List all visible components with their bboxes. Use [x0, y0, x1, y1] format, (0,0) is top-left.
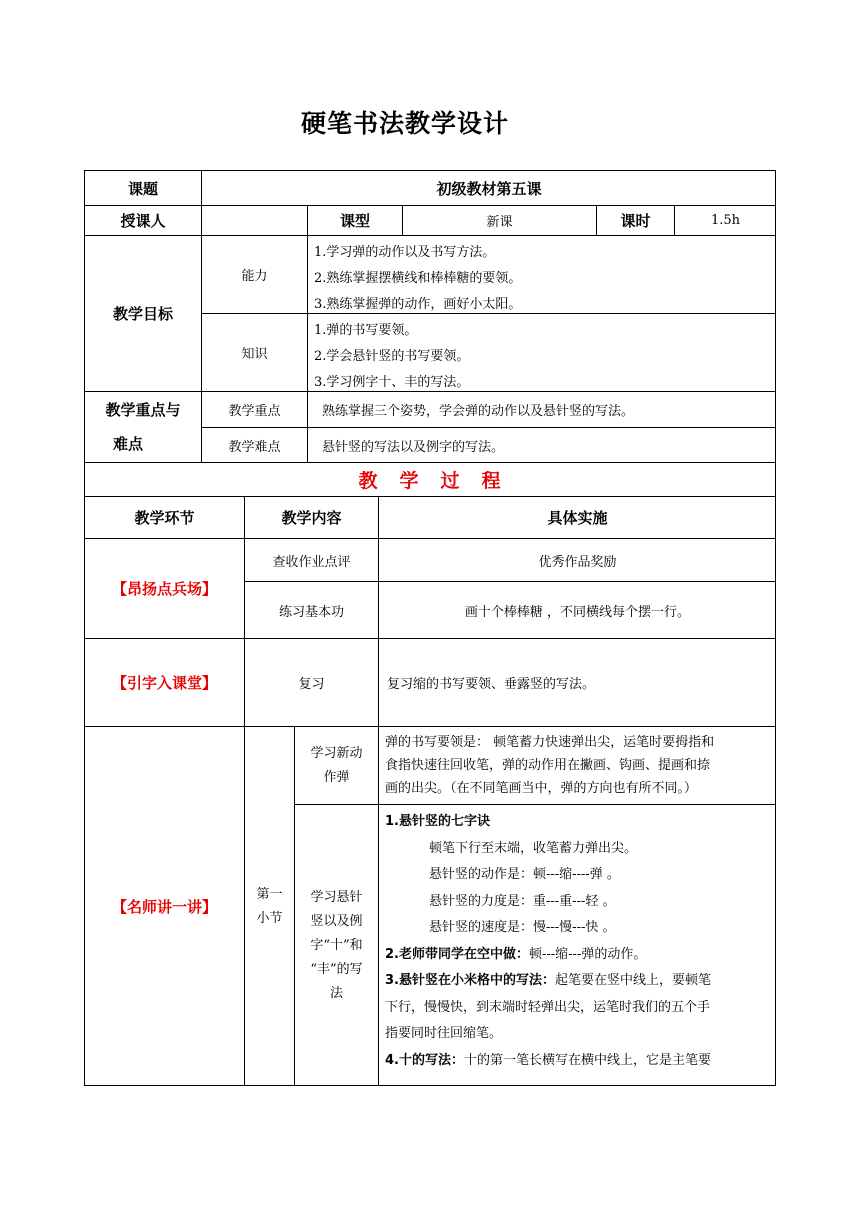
- key-points-label: [84, 391, 201, 462]
- item4-text: 十的第一笔长横写在横中线上，它是主笔要: [463, 1052, 711, 1068]
- sub1-content-line1: 学习新动: [310, 745, 363, 761]
- item2: [385, 942, 770, 969]
- col-content-header: 教学内容: [244, 496, 378, 538]
- stage1-row2-content: 练习基本功: [244, 581, 378, 638]
- difficult-value: 悬针竖的写法以及例字的写法。: [307, 427, 776, 462]
- stage3-section: [244, 726, 294, 1086]
- hours-value: 1.5h: [674, 205, 776, 235]
- sub2-impl: [378, 804, 776, 1086]
- ability-item-2: 2.熟练掌握摆横线和棒棒糖的要领。: [314, 271, 522, 286]
- item3-text2: 下行，慢慢快，到末端时轻弹出尖，运笔时我们的五个手: [385, 999, 711, 1015]
- knowledge-items: [307, 313, 776, 391]
- item1-line1: 顿笔下行至末端，收笔蓄力弹出尖。: [429, 840, 638, 856]
- item4-title: 4.十的写法：: [385, 1052, 464, 1068]
- ability-label: 能力: [201, 235, 307, 313]
- ability-item-3: 3.熟练掌握弹的动作，画好小太阳。: [314, 297, 522, 312]
- knowledge-item-3: 3.学习例字十、丰的写法。: [314, 375, 470, 390]
- type-value: 新课: [402, 205, 596, 235]
- item2-text: 顿---缩---弹的动作。: [528, 946, 647, 962]
- key-points-label-line2: 难点: [113, 435, 144, 453]
- teacher-value: [201, 205, 307, 235]
- section-line2: 小节: [256, 910, 283, 926]
- key-value: 熟练掌握三个姿势，学会弹的动作以及悬针竖的写法。: [307, 391, 776, 427]
- col-stage-header: 教学环节: [84, 496, 244, 538]
- sub1-impl-line1: 弹的书写要领是： 顿笔蓄力快速弹出尖，运笔时要拇指和: [385, 735, 715, 750]
- stage2-content: 复习: [244, 638, 378, 726]
- sub2-content-line4: “丰”的写: [310, 961, 363, 977]
- sub1-impl-line3: 画的出尖。（在不同笔画当中，弹的方向也有所不同。）: [385, 781, 698, 796]
- section-line1: 第一: [256, 886, 283, 902]
- key-label: 教学重点: [201, 391, 307, 427]
- stage1-name: 【昂扬点兵场】: [84, 538, 244, 638]
- item2-title: 2.老师带同学在空中做：: [385, 946, 529, 962]
- sub2-content-line2: 竖以及例: [310, 913, 363, 929]
- type-label: 课型: [307, 205, 402, 235]
- stage1-row2-impl: 画十个棒棒糖 ，不同横线每个摆一行。: [378, 581, 776, 638]
- key-points-label-line1: 教学重点与: [105, 401, 181, 419]
- sub2-content: [294, 804, 378, 1086]
- sub1-content: [294, 726, 378, 804]
- stage3-name: 【名师讲一讲】: [84, 726, 244, 1086]
- ability-item-1: 1.学习弹的动作以及书写方法。: [314, 245, 496, 260]
- page-title: 硬笔书法教学设计: [300, 109, 509, 138]
- teacher-label: 授课人: [84, 205, 201, 235]
- item1-line3: 悬针竖的力度是：重---重---轻 。: [429, 893, 616, 909]
- stage2-impl: 复习缩的书写要领、垂露竖的写法。: [378, 638, 776, 726]
- knowledge-item-1: 1.弹的书写要领。: [314, 323, 418, 338]
- sub1-impl-line2: 食指快速往回收笔，弹的动作用在撇画、钩画、提画和捺: [385, 758, 711, 773]
- process-heading: 教学过程: [84, 462, 776, 496]
- difficult-label: 教学难点: [201, 427, 307, 462]
- lesson-value: 初级教材第五课: [201, 170, 776, 205]
- sub2-content-line1: 学习悬针: [310, 889, 363, 905]
- knowledge-item-2: 2.学会悬针竖的书写要领。: [314, 349, 470, 364]
- item1-line2: 悬针竖的动作是：顿---缩----弹 。: [429, 867, 620, 882]
- sub2-content-line5: 法: [329, 985, 343, 1001]
- sub1-content-line2: 作弹: [323, 769, 350, 785]
- stage2-name: 【引字入课堂】: [84, 638, 244, 726]
- col-impl-header: 具体实施: [378, 496, 776, 538]
- item3-text3: 指要同时往回缩笔。: [385, 1026, 503, 1041]
- stage1-row1-content: 查收作业点评: [244, 538, 378, 581]
- item1-line4: 悬针竖的速度是：慢---慢---快 。: [429, 920, 616, 935]
- objectives-label: 教学目标: [84, 235, 201, 391]
- sub2-content-line3: 字“十”和: [310, 937, 363, 953]
- stage1-row1-impl: 优秀作品奖励: [378, 538, 776, 581]
- sub1-impl: [378, 726, 776, 804]
- ability-items: [307, 235, 776, 313]
- knowledge-label: 知识: [201, 313, 307, 391]
- item3-text1: 起笔要在竖中线上，要顿笔: [554, 973, 711, 988]
- item3: [385, 968, 770, 995]
- item4: [385, 1048, 770, 1075]
- lesson-label: 课题: [84, 170, 201, 205]
- hours-label: 课时: [596, 205, 674, 235]
- item1-title: 1.悬针竖的七字诀: [385, 814, 490, 829]
- item3-title: 3.悬针竖在小米格中的写法：: [385, 973, 555, 988]
